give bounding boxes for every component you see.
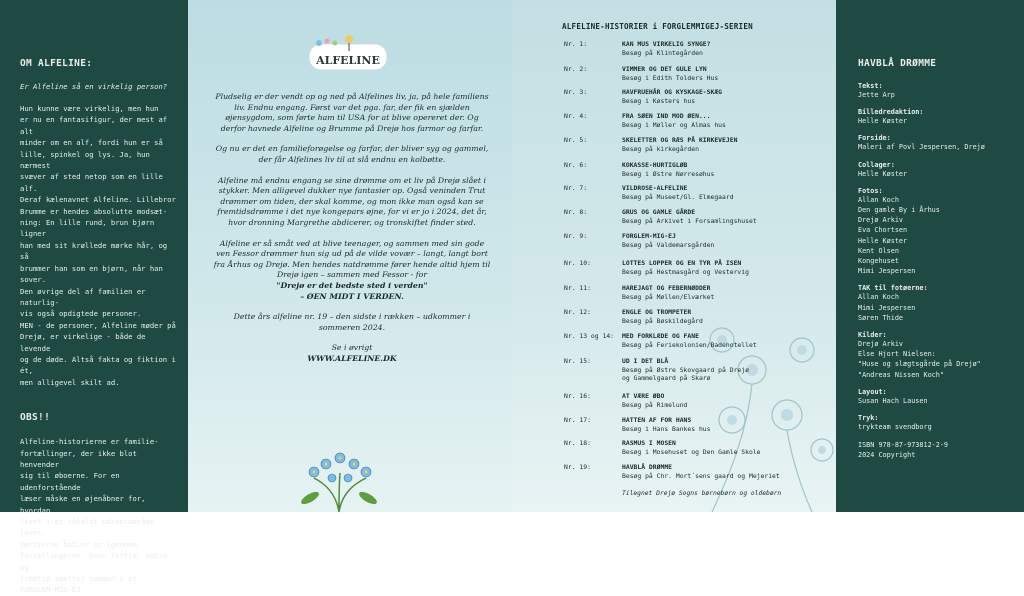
series-item-title: VILDROSE-ALFELINE — [622, 184, 688, 192]
website-link[interactable]: WWW.ALFELINE.DK — [307, 353, 397, 363]
series-item-title: UD I DET BLÅ — [622, 357, 669, 365]
series-item-number: Nr. 18: — [564, 439, 591, 447]
series-footnote: Tilegnet Drejø Sogns børnebørn og oldebørn — [622, 490, 782, 497]
series-item-title: SKELETTER OG RÆS PÅ KIRKEVEJEN — [622, 136, 738, 144]
series-item-visit: Besøg på Møllen/Elværket — [622, 293, 715, 301]
series-item-title: GRUS OG GAMLE GÅRDE — [622, 208, 696, 216]
credit-label: Tryk: — [858, 414, 879, 423]
series-item-number: Nr. 8: — [564, 208, 588, 216]
credit-label: Billedredaktion: — [858, 108, 924, 117]
series-item-number: Nr. 19: — [564, 463, 591, 471]
series-item-visit: Besøg på Bøskildegård — [622, 317, 703, 325]
copyright: 2024 Copyright — [858, 451, 916, 460]
credit-label: Tekst: — [858, 82, 883, 90]
series-item-visit: Besøg på Østre Skovgaard på Drejø og Gammelgaard på Skarø — [622, 366, 749, 383]
series-item-visit: Besøg på Rimelund — [622, 401, 688, 409]
center-panel-story — [188, 0, 512, 512]
credit-value: Helle Køster — [858, 169, 908, 178]
story-quote: "Drejø er det bedste sted i verden" — [276, 280, 428, 290]
series-item-visit: Besøg på Valdemarsgården — [622, 241, 715, 249]
series-title: ALFELINE-HISTORIER i FORGLEMMIGEJ-SERIEN — [562, 22, 753, 31]
series-item-number: Nr. 11: — [564, 284, 591, 292]
story-paragraph-3: Alfeline må endnu engang se sine drømme om et liv på Drejø slået i stykker. Men alligevel dukker nye fantasier op. Også veninden Trut drømmer om tiden, der skal komme, og mon ikke man også kan se fremtidsdrømme i det nye kongepars øjne, for vi er jo i 2024, det år, hvor dronning Margrethe abdicerer, og tronskiftet finder sted. — [217, 175, 487, 227]
series-item-number: Nr. 17: — [564, 416, 591, 424]
logo-text: ALFELINE — [316, 54, 380, 67]
story-paragraph-5: Dette års alfeline nr. 19 – den sidste i rækken – udkommer i sommeren 2024. — [233, 312, 471, 332]
credits-list — [858, 82, 1016, 432]
story-paragraph-4-text: Alfeline er så småt ved at blive teenager, og sammen med sin gode ven Fessor drømmer hun sig ud på de vilde vovær – langt, langt bort fra Århus og Drejø. Men hendes natdrømme fører hende altid hjem til Drejø igen – sammen med Fessor - for — [213, 238, 491, 280]
credit-value: Maleri af Povl Jespersen, Drejø — [858, 143, 985, 152]
series-item-title: ENGLE OG TROMPETER — [622, 308, 692, 316]
series-item-number: Nr. 16: — [564, 392, 591, 400]
obs-title: OBS!! — [20, 412, 51, 424]
series-item-title: HAREJAGT OG FEBERNØDDER — [622, 284, 711, 292]
series-item-visit: Besøg på Feriekolonien/Badehotellet — [622, 341, 757, 349]
series-item-number: Nr. 6: — [564, 161, 588, 169]
see-also-text: Se i øvrigt — [331, 343, 373, 353]
credit-label: Fotos: — [858, 186, 883, 195]
series-item-visit: Besøg på kirkegården — [622, 145, 699, 153]
credit-label: Collager: — [858, 160, 895, 169]
credit-value: Drejø Arkiv Else Hjort Nielsen: "Huse og slægtsgårde på Drejø" "Andreas Nissen Koch" — [858, 340, 981, 379]
story-paragraph-2: Og nu er det en familieforøgelse og farfar, der bliver syg og gammel, der får Alfelines liv til at slå endnu en kolbøtte. — [215, 144, 489, 164]
left-panel-about — [0, 0, 188, 595]
series-item-number: Nr. 7: — [564, 184, 588, 192]
about-title: OM ALFELINE: — [20, 58, 93, 69]
series-item-visit: Besøg på Chr. Mort´sens gaard og Mejeriet — [622, 472, 780, 480]
series-item-number: Nr. 15: — [564, 357, 591, 365]
series-item-title: RASMUS I MOSEN — [622, 439, 676, 447]
isbn: ISBN 978-87-973812-2-9 — [858, 441, 949, 450]
series-item-title: KOKASSE-HURTIGLØB — [622, 161, 688, 169]
series-item-visit: Besøg i Edith Tolders Hus — [622, 74, 719, 82]
series-item-title: HAVFRUEHÅR OG KYSKAGE-SKÆG — [622, 88, 723, 96]
credit-value: Allan Koch Den gamle By i Århus Drejø Arkiv Eva Chortsen Helle Køster Kent Olsen Kongehuset Mimi Jespersen — [858, 195, 940, 276]
series-item-number: Nr. 1: — [564, 40, 588, 48]
series-item-title: AT VÆRE ØBO — [622, 392, 665, 400]
credit-value: Susan Hach Lausen — [858, 396, 928, 405]
credits-title: HAVBLÅ DRØMME — [858, 58, 937, 69]
credit-value: Allan Koch Mimi Jespersen Søren Thide — [858, 293, 916, 322]
credit-label: Kilder: — [858, 331, 887, 340]
series-item-title: VIMMER OG DET GULE LYN — [622, 65, 707, 73]
series-item-title: LOTTES LOPPER OG EN TYR PÅ ISEN — [622, 259, 742, 267]
about-question: Er Alfeline så en virkelig person? — [20, 82, 168, 91]
alfeline-logo — [305, 34, 391, 74]
series-item-number: Nr. 4: — [564, 112, 588, 120]
series-item-visit: Besøg på Arkivet i Forsamlingshuset — [622, 217, 757, 225]
series-item-number: Nr. 2: — [564, 65, 588, 73]
series-item-title: MED FORKLÆDE OG FANE — [622, 332, 699, 340]
series-item-number: Nr. 3: — [564, 88, 588, 96]
about-body: Hun kunne være virkelig, men hun er nu en fantasifigur, der mest af alt minder om en alf, fordi hun er så lille, spinkel og lys. Ja, hun nærmest svæver af sted netop som en lille alf. Deraf kælenavnet Alfeline. Lillebror Brumme er hendes absolutte modsæt- ning: En lille rund, brun bjørn ligner han med sit krøllede mørke hår, og så brummer han som en bjørn, når han sover. Den øvrige del af familien er naturlig- vis også opdigtede personer. MEN - de personer, Alfeline møder på Drejø, er virkelige - både de levende og de døde. Altså fakta og fiktion i ét, men alligevel skilt ad. — [20, 104, 176, 387]
credit-value: Helle Køster — [858, 117, 908, 126]
credits-panel — [836, 0, 1024, 512]
series-item-number: Nr. 13 og 14: — [564, 332, 615, 340]
credit-label: TAK til fotøerne: — [858, 284, 928, 293]
series-item-visit: Besøg på Hestmasgård og Vestervig — [622, 268, 749, 276]
series-item-visit: Besøg på Museet/Gl. Elmegaard — [622, 193, 734, 201]
series-item-visit: Besøg i Køsters hus — [622, 97, 696, 105]
credit-label: Layout: — [858, 387, 887, 396]
forget-me-not-flowers-icon — [284, 448, 394, 512]
story-text — [212, 92, 492, 374]
series-item-title: HAVBLÅ DRØMME — [622, 463, 673, 471]
series-item-title: KAN MUS VIRKELIG SYNGE? — [622, 40, 711, 48]
series-item-number: Nr. 10: — [564, 259, 591, 267]
series-item-visit: Besøg i Møller og Almas hus — [622, 121, 726, 129]
story-paragraph-4 — [212, 239, 492, 303]
series-item-number: Nr. 9: — [564, 232, 588, 240]
story-paragraph-6 — [212, 343, 492, 364]
series-item-visit: Besøg på Klintegården — [622, 49, 703, 57]
credit-value: trykteam svendborg — [858, 423, 932, 432]
series-item-title: HATTEN AF FOR HANS — [622, 416, 692, 424]
series-panel — [512, 0, 836, 512]
series-item-visit: Besøg i Mosehuset og Den Gamle Skole — [622, 448, 761, 456]
credit-label: Forside: — [858, 134, 891, 143]
obs-body: Alfeline-historierne er familie- fortællinger, der ikke blot henvender sig til øboerne. For en udenforstående læser måske en øjenåbner for, hvordan livet i et såkaldt udkantområde leves. Værdierne bobler op igennem fortællingerne, hvor fortid, nutid og fremtid smelter sammen i et FORGLEM-MIG-EJ. — [20, 437, 168, 595]
series-item-title: FRA SØEN IND MOD ØEN... — [622, 112, 711, 120]
credit-value: Jette Arp — [858, 91, 895, 99]
story-paragraph-1: Pludselig er der vendt op og ned på Alfelines liv, ja, på hele familiens liv. Endnu engang. Først var det pga. far, der fik en sjælden øjensygdom, som førte ham til USA for at blive opereret der. Og derfor havnede Alfeline og Brumme på Drejø hos farmor og farfar. — [215, 92, 489, 133]
series-item-number: Nr. 5: — [564, 136, 588, 144]
series-item-visit: Besøg i Østre Nørresøhus — [622, 170, 715, 178]
series-item-visit: Besøg i Hans Bankes hus — [622, 425, 711, 433]
series-item-number: Nr. 12: — [564, 308, 591, 316]
story-tagline: – ØEN MIDT I VERDEN. — [300, 291, 404, 301]
series-item-title: FORGLEM-MIG-EJ — [622, 232, 676, 240]
